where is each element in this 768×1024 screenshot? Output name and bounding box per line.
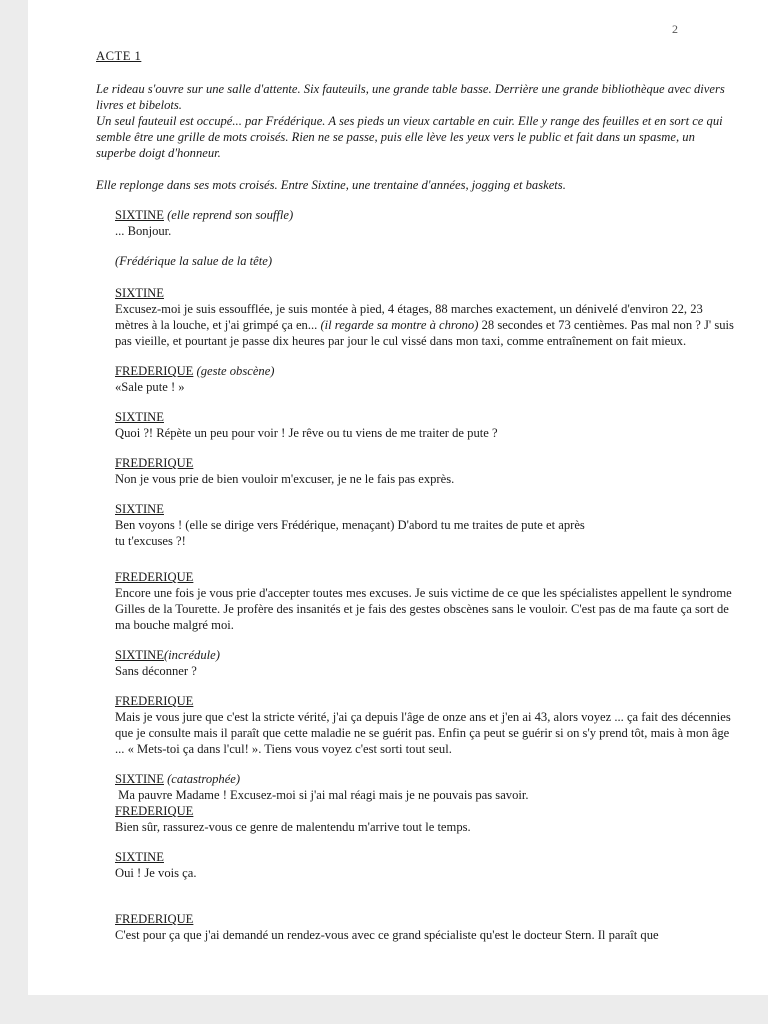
dialogue-block xyxy=(96,363,736,395)
speaker-name: SIXTINE xyxy=(115,772,164,786)
dialogue-text: 28 secondes et 73 centièmes. Pas mal non ? J' suis pas vieille, et pourtant je passe dix heures par jour le cul vissé dans mon taxi, comme entraînement on fait mieux. xyxy=(115,318,734,348)
dialogue-line xyxy=(115,301,736,349)
dialogue-block xyxy=(96,771,736,803)
dialogue-block xyxy=(96,647,736,679)
dialogue-line: Non je vous prie de bien vouloir m'excuser, je ne le fais pas exprès. xyxy=(115,472,455,486)
page-number: 2 xyxy=(672,22,678,36)
speaker-name: FREDERIQUE xyxy=(115,694,194,708)
dialogue-text: Excusez-moi je suis essoufflée, je suis montée à pied, 4 étages, 88 marches exactement, un dénivelé d'environ 22, 23 mètres à la louche, et j'ai grimpé ça en... xyxy=(115,302,703,332)
stage-note: (geste obscène) xyxy=(193,364,275,378)
speaker-name: SIXTINE xyxy=(115,648,164,662)
speaker-name: FREDERIQUE xyxy=(115,456,194,470)
dialogue-block xyxy=(96,803,736,835)
stage-direction: Elle replonge dans ses mots croisés. Entre Sixtine, une trentaine d'années, jogging et baskets. xyxy=(96,178,566,192)
dialogue-block xyxy=(96,207,736,239)
act-title: ACTE 1 xyxy=(96,49,142,63)
stage-note: (Frédérique la salue de la tête) xyxy=(115,254,273,268)
dialogue-line: Encore une fois je vous prie d'accepter toutes mes excuses. Je suis victime de ce que les spécialistes appellent le syndrome Gilles de la Tourette. Je profère des insanités et je fais des gestes obscènes sans le vouloir. C'est pas de ma faute ça sort de ma bouche malgré moi. xyxy=(115,586,732,632)
speaker-name: SIXTINE xyxy=(115,502,164,516)
dialogue-block xyxy=(96,455,736,487)
speaker-name: SIXTINE xyxy=(115,850,164,864)
dialogue-block xyxy=(96,569,736,633)
dialogue-block xyxy=(96,693,736,757)
dialogue-line: Quoi ?! Répète un peu pour voir ! Je rêve ou tu viens de me traiter de pute ? xyxy=(115,426,498,440)
dialogue-block xyxy=(96,849,736,881)
dialogue-line: Oui ! Je vois ça. xyxy=(115,866,197,880)
stage-note: (elle reprend son souffle) xyxy=(163,208,294,222)
speaker-name: FREDERIQUE xyxy=(115,570,194,584)
stage-direction: Un seul fauteuil est occupé... par Frédérique. A ses pieds un vieux cartable en cuir. Elle y range des feuilles et en sort ce qui semble être une grille de mots croisés. Rien ne se passe, puis elle lève les yeux vers le public et fait dans un spasme, un superbe doigt d'honneur. xyxy=(96,114,723,160)
dialogue-line: Ma pauvre Madame ! Excusez-moi si j'ai mal réagi mais je ne pouvais pas savoir. xyxy=(115,788,529,802)
speaker-name: FREDERIQUE xyxy=(115,804,194,818)
dialogue-block xyxy=(96,409,736,441)
script-text xyxy=(96,48,736,957)
dialogue-line: C'est pour ça que j'ai demandé un rendez-vous avec ce grand spécialiste qu'est le docteur Stern. Il paraît que xyxy=(115,928,659,942)
dialogue-line: Ben voyons ! (elle se dirige vers Frédérique, menaçant) D'abord tu me traites de pute et après tu t'excuses ?! xyxy=(115,518,585,548)
speaker-name: SIXTINE xyxy=(115,410,164,424)
stage-direction: Le rideau s'ouvre sur une salle d'attente. Six fauteuils, une grande table basse. Derrière une grande bibliothèque avec divers livres et bibelots. xyxy=(96,82,725,112)
inline-direction: (il regarde sa montre à chrono) xyxy=(320,318,479,332)
dialogue-block xyxy=(96,501,736,549)
speaker-name: FREDERIQUE xyxy=(115,912,194,926)
dialogue-block xyxy=(96,285,736,349)
dialogue-line: «Sale pute ! » xyxy=(115,380,185,394)
dialogue-line: Mais je vous jure que c'est la stricte vérité, j'ai ça depuis l'âge de onze ans et j'en ai 43, alors voyez ... ça fait des décennies que je consulte mais il paraît que cette maladie ne se guérit pas. Enfin ça peut se guérir si on s'y prend tôt, mais à mon âge ... « Mets-toi ça dans l'cul! ». Tiens vous voyez c'est sorti tout seul. xyxy=(115,710,731,756)
stage-note: (catastrophée) xyxy=(163,772,241,786)
stage-note: (incrédule) xyxy=(163,648,220,662)
dialogue-block xyxy=(96,253,736,269)
speaker-name: FREDERIQUE xyxy=(115,364,194,378)
dialogue-line: Sans déconner ? xyxy=(115,664,197,678)
dialogue-line: ... Bonjour. xyxy=(115,224,172,238)
dialogue-block xyxy=(96,911,736,943)
dialogue-line: Bien sûr, rassurez-vous ce genre de malentendu m'arrive tout le temps. xyxy=(115,820,471,834)
speaker-name: SIXTINE xyxy=(115,208,164,222)
script-page xyxy=(28,0,768,995)
speaker-name: SIXTINE xyxy=(115,286,164,300)
